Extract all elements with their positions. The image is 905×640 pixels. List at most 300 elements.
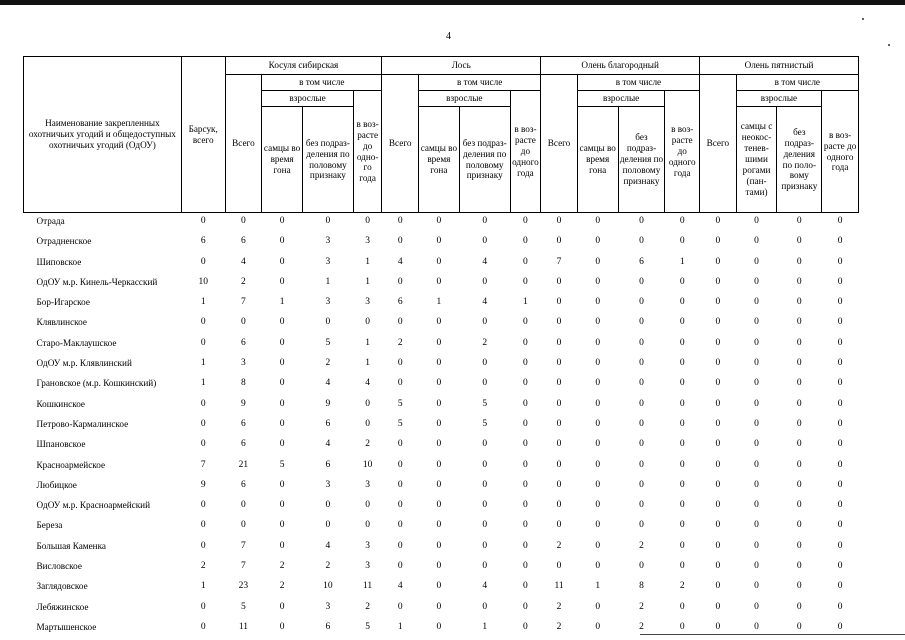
row-name: Отрадненское — [36, 236, 92, 247]
table-cell: 3 — [365, 236, 370, 247]
table-cell: 0 — [796, 317, 802, 328]
table-cell: 2 — [279, 561, 285, 572]
table-cell: 2 — [325, 358, 331, 369]
table-cell: 0 — [523, 479, 528, 490]
table-cell: 0 — [679, 418, 685, 429]
table-cell: 0 — [639, 378, 644, 389]
table-cell: 0 — [754, 358, 759, 369]
header-total: Всего — [541, 75, 578, 213]
table-cell: 0 — [796, 337, 802, 348]
table-cell: 1 — [365, 337, 370, 348]
table-cell: 0 — [523, 378, 528, 389]
table-cell: 0 — [639, 236, 644, 247]
table-cell: 0 — [397, 561, 403, 572]
row-name: Отрада — [36, 216, 65, 226]
table-cell: 0 — [482, 378, 488, 389]
table-cell: 0 — [523, 398, 528, 409]
table-cell: 0 — [715, 256, 721, 267]
table-cell: 0 — [595, 256, 601, 267]
table-cell: 0 — [523, 520, 528, 531]
table-cell: 9 — [241, 398, 246, 409]
table-cell: 0 — [715, 297, 721, 308]
row-name: Шиповское — [36, 256, 82, 267]
table-cell: 2 — [679, 581, 685, 592]
table-cell: 0 — [365, 500, 370, 511]
table-cell: 0 — [595, 358, 601, 369]
table-cell: 5 — [241, 601, 246, 612]
table-cell: 0 — [639, 337, 644, 348]
table-cell: 0 — [837, 601, 843, 612]
table-cell: 0 — [523, 500, 528, 511]
table-cell: 0 — [796, 378, 802, 389]
table-cell: 0 — [523, 439, 528, 450]
table-cell: 7 — [241, 561, 246, 572]
table-cell: 2 — [241, 276, 246, 287]
table-cell: 0 — [523, 276, 528, 287]
table-cell: 0 — [556, 378, 562, 389]
table-cell: 0 — [482, 479, 488, 490]
table-row — [24, 497, 859, 517]
table-cell: 0 — [679, 398, 685, 409]
table-cell: 0 — [639, 317, 644, 328]
table-cell: 0 — [754, 601, 759, 612]
table-cell: 0 — [639, 216, 644, 226]
table-cell: 3 — [325, 297, 331, 308]
table-row — [24, 517, 859, 537]
row-name: Шпановское — [36, 439, 86, 450]
table-cell: 0 — [279, 378, 285, 389]
table-cell: 6 — [397, 297, 403, 308]
table-cell: 0 — [837, 459, 843, 470]
table-cell: 0 — [436, 276, 442, 287]
table-cell: 0 — [754, 520, 759, 531]
table-cell: 0 — [556, 439, 562, 450]
table-cell: 0 — [200, 398, 206, 409]
header-in-total: в том числе — [577, 75, 699, 91]
table-cell: 0 — [523, 236, 528, 247]
table-cell: 0 — [397, 378, 403, 389]
table-cell: 0 — [679, 358, 685, 369]
row-name: Грановское (м.р. Кошкинский) — [36, 378, 157, 389]
table-row — [24, 314, 859, 334]
table-cell: 0 — [397, 216, 403, 226]
table-row — [24, 294, 859, 314]
table-cell: 0 — [754, 439, 759, 450]
table-cell: 1 — [200, 378, 206, 389]
table-cell: 0 — [837, 520, 843, 531]
table-cell: 0 — [397, 358, 403, 369]
table-cell: 0 — [482, 520, 488, 531]
table-cell: 0 — [796, 297, 802, 308]
table-cell: 0 — [595, 479, 601, 490]
table-cell: 0 — [595, 297, 601, 308]
row-name: Любицкое — [36, 479, 77, 490]
table-cell: 0 — [436, 256, 442, 267]
header-no-sex-division: без подразделения по половому признаку — [618, 107, 665, 213]
table-cell: 0 — [482, 601, 488, 612]
table-cell: 3 — [325, 256, 331, 267]
table-cell: 0 — [754, 317, 759, 328]
table-cell: 1 — [436, 297, 442, 308]
table-cell: 0 — [754, 236, 759, 247]
table-cell: 0 — [365, 418, 370, 429]
table-cell: 0 — [397, 236, 403, 247]
table-cell: 5 — [397, 418, 403, 429]
table-cell: 6 — [325, 621, 331, 632]
header-adults: взрослые — [419, 91, 511, 107]
table-cell: 2 — [639, 540, 644, 551]
table-cell: 0 — [715, 439, 721, 450]
table-cell: 0 — [715, 398, 721, 409]
table-cell: 6 — [241, 418, 246, 429]
table-cell: 0 — [279, 276, 285, 287]
table-cell: 0 — [556, 337, 562, 348]
table-cell: 6 — [241, 479, 246, 490]
table-cell: 6 — [200, 236, 206, 247]
table-cell: 0 — [482, 236, 488, 247]
table-cell: 0 — [279, 540, 285, 551]
header-adults: взрослые — [736, 91, 822, 107]
header-males-rut: самцы во время гона — [419, 107, 460, 213]
table-cell: 0 — [482, 561, 488, 572]
header-group-sika-deer: Олень пятнистый — [700, 57, 859, 75]
table-cell: 0 — [241, 520, 246, 531]
table-cell: 5 — [325, 337, 331, 348]
table-cell: 0 — [679, 236, 685, 247]
table-cell: 0 — [482, 540, 488, 551]
row-name: Старо-Маклаушское — [36, 337, 117, 348]
table-cell: 1 — [200, 358, 206, 369]
table-cell: 0 — [436, 398, 442, 409]
table-cell: 0 — [279, 500, 285, 511]
table-cell: 0 — [796, 418, 802, 429]
table-cell: 1 — [482, 621, 488, 632]
table-cell: 5 — [365, 621, 370, 632]
table-cell: 0 — [556, 358, 562, 369]
table-cell: 10 — [323, 581, 333, 592]
header-no-sex-division: без подразделения по половому признаку — [459, 107, 510, 213]
table-cell: 0 — [556, 418, 562, 429]
table-cell: 0 — [837, 378, 843, 389]
table-cell: 0 — [523, 459, 528, 470]
table-cell: 0 — [436, 216, 442, 226]
table-cell: 0 — [796, 540, 802, 551]
table-cell: 0 — [715, 276, 721, 287]
table-cell: 0 — [436, 621, 442, 632]
header-under-one-year: в возрасте до одного года — [510, 91, 541, 213]
table-cell: 0 — [837, 479, 843, 490]
table-row — [24, 375, 859, 395]
row-name: Бор-Игарское — [36, 297, 90, 308]
table-cell: 0 — [595, 601, 601, 612]
table-cell: 0 — [715, 378, 721, 389]
row-name: Заглядовское — [36, 581, 88, 592]
table-cell: 23 — [238, 581, 249, 592]
table-cell: 0 — [279, 601, 285, 612]
table-cell: 3 — [325, 601, 331, 612]
table-cell: 2 — [556, 540, 562, 551]
table-cell: 0 — [679, 378, 685, 389]
table-cell: 0 — [796, 358, 802, 369]
scan-speck — [888, 44, 890, 46]
table-cell: 2 — [556, 621, 562, 632]
table-cell: 0 — [595, 621, 601, 632]
table-cell: 0 — [397, 317, 403, 328]
table-cell: 0 — [796, 581, 802, 592]
table-cell: 0 — [523, 216, 528, 226]
table-cell: 0 — [715, 358, 721, 369]
header-adults: взрослые — [262, 91, 354, 107]
table-cell: 0 — [595, 439, 601, 450]
table-cell: 0 — [556, 216, 562, 226]
table-row — [24, 355, 859, 375]
header-total: Всего — [700, 75, 737, 213]
table-cell: 0 — [436, 500, 442, 511]
table-cell: 4 — [241, 256, 246, 267]
table-cell: 0 — [397, 459, 403, 470]
table-cell: 0 — [556, 500, 562, 511]
table-cell: 5 — [397, 398, 403, 409]
row-name: Клявлинское — [36, 317, 87, 328]
table-cell: 0 — [754, 276, 759, 287]
table-cell: 0 — [595, 418, 601, 429]
table-cell: 0 — [523, 317, 528, 328]
table-cell: 0 — [837, 276, 843, 287]
table-cell: 0 — [754, 256, 759, 267]
table-row — [24, 538, 859, 558]
table-cell: 0 — [595, 216, 601, 226]
table-cell: 0 — [556, 236, 562, 247]
table-cell: 4 — [325, 378, 331, 389]
table-cell: 8 — [241, 378, 246, 389]
table-cell: 1 — [200, 297, 206, 308]
table-cell: 3 — [365, 540, 370, 551]
table-cell: 0 — [595, 317, 601, 328]
table-cell: 0 — [796, 398, 802, 409]
table-cell: 0 — [436, 317, 442, 328]
table-cell: 1 — [679, 256, 685, 267]
table-cell: 0 — [715, 317, 721, 328]
table-cell: 2 — [639, 601, 644, 612]
table-cell: 0 — [556, 459, 562, 470]
table-row — [24, 396, 859, 416]
table-cell: 0 — [679, 317, 685, 328]
page-number: 4 — [446, 31, 451, 42]
table-cell: 0 — [639, 479, 644, 490]
table-cell: 0 — [482, 500, 488, 511]
table-cell: 0 — [796, 459, 802, 470]
table-cell: 0 — [279, 418, 285, 429]
table-cell: 0 — [279, 479, 285, 490]
table-cell: 0 — [796, 276, 802, 287]
table-cell: 0 — [679, 479, 685, 490]
table-cell: 0 — [397, 520, 403, 531]
table-cell: 0 — [639, 398, 644, 409]
table-cell: 7 — [241, 297, 246, 308]
table-cell: 1 — [595, 581, 601, 592]
table-row — [24, 254, 859, 274]
table-cell: 3 — [365, 297, 370, 308]
table-cell: 0 — [397, 439, 403, 450]
table-cell: 0 — [595, 236, 601, 247]
table-cell: 0 — [715, 236, 721, 247]
table-cell: 0 — [796, 479, 802, 490]
header-group-red-deer: Олень благородный — [541, 57, 700, 75]
table-cell: 0 — [325, 317, 331, 328]
table-cell: 0 — [397, 276, 403, 287]
header-males-rut: самцы во время гона — [262, 107, 303, 213]
header-males-antlers: самцы с неокостеневшими рогами (пантами) — [736, 107, 777, 213]
table-cell: 6 — [241, 439, 246, 450]
table-cell: 0 — [436, 561, 442, 572]
table-cell: 0 — [436, 358, 442, 369]
table-row — [24, 578, 859, 598]
table-cell: 0 — [796, 216, 802, 226]
table-cell: 0 — [436, 236, 442, 247]
table-cell: 0 — [837, 621, 843, 632]
table-cell: 0 — [715, 540, 721, 551]
table-cell: 0 — [837, 540, 843, 551]
table-row — [24, 416, 859, 436]
table-cell: 0 — [436, 439, 442, 450]
table-cell: 0 — [796, 439, 802, 450]
row-name: Кошкинское — [36, 398, 85, 409]
table-cell: 0 — [279, 337, 285, 348]
header-under-one-year: в возрасте до одного года — [822, 91, 859, 213]
table-cell: 0 — [482, 216, 488, 226]
table-cell: 0 — [523, 337, 528, 348]
table-cell: 0 — [679, 601, 685, 612]
table-cell: 11 — [363, 581, 373, 592]
table-cell: 0 — [397, 479, 403, 490]
table-cell: 0 — [837, 358, 843, 369]
table-cell: 2 — [200, 561, 206, 572]
table-cell: 1 — [523, 297, 528, 308]
header-in-total: в том числе — [419, 75, 541, 91]
table-cell: 7 — [241, 540, 246, 551]
table-cell: 0 — [639, 297, 644, 308]
table-cell: 0 — [200, 520, 206, 531]
table-cell: 0 — [482, 459, 488, 470]
table-cell: 8 — [639, 581, 644, 592]
table-cell: 3 — [325, 479, 331, 490]
table-row — [24, 233, 859, 253]
table-cell: 0 — [523, 358, 528, 369]
row-name: Большая Каменка — [36, 540, 106, 551]
table-cell: 0 — [200, 256, 206, 267]
table-cell: 0 — [365, 317, 370, 328]
table-row — [24, 477, 859, 497]
header-badger-column: Барсук, всего — [181, 57, 225, 213]
table-cell: 0 — [397, 540, 403, 551]
table-cell: 0 — [436, 337, 442, 348]
table-cell: 0 — [595, 276, 601, 287]
row-name: Лебяжинское — [36, 601, 89, 612]
table-cell: 0 — [482, 439, 488, 450]
table-cell: 0 — [523, 418, 528, 429]
table-cell: 10 — [362, 459, 373, 470]
table-cell: 1 — [279, 297, 285, 308]
table-cell: 0 — [595, 540, 601, 551]
table-cell: 4 — [365, 378, 370, 389]
table-cell: 0 — [436, 459, 442, 470]
table-cell: 0 — [715, 418, 721, 429]
table-cell: 10 — [198, 276, 208, 287]
table-cell: 1 — [200, 581, 206, 592]
table-cell: 0 — [796, 256, 802, 267]
table-cell: 4 — [397, 256, 403, 267]
table-cell: 21 — [238, 459, 249, 470]
table-cell: 2 — [279, 581, 285, 592]
table-cell: 0 — [754, 561, 759, 572]
header-no-sex-division: без подразделения по половому признаку — [302, 107, 353, 213]
table-row — [24, 335, 859, 355]
header-no-sex-division: без подразделения по половому признаку — [777, 107, 822, 213]
row-name: ОдОУ м.р. Кинель-Черкасский — [36, 276, 158, 287]
table-cell: 0 — [523, 581, 528, 592]
table-cell: 11 — [554, 581, 564, 592]
table-cell: 0 — [241, 317, 246, 328]
table-row — [24, 213, 859, 234]
table-cell: 0 — [715, 479, 721, 490]
table-cell: 0 — [639, 439, 644, 450]
table-cell: 0 — [796, 561, 802, 572]
table-cell: 0 — [679, 439, 685, 450]
row-name: Петрово-Кармалинское — [36, 418, 129, 429]
table-cell: 0 — [796, 621, 802, 632]
table-cell: 0 — [365, 398, 370, 409]
table-cell: 0 — [200, 418, 206, 429]
scan-speck — [862, 18, 864, 20]
table-cell: 0 — [715, 601, 721, 612]
table-cell: 0 — [837, 581, 843, 592]
table-cell: 0 — [754, 378, 759, 389]
table-cell: 0 — [679, 276, 685, 287]
table-cell: 0 — [837, 236, 843, 247]
table-cell: 0 — [325, 520, 331, 531]
table-cell: 0 — [595, 520, 601, 531]
header-total: Всего — [225, 75, 262, 213]
table-cell: 1 — [325, 276, 331, 287]
table-cell: 0 — [397, 500, 403, 511]
table-cell: 0 — [200, 601, 206, 612]
table-cell: 0 — [523, 621, 528, 632]
table-cell: 0 — [200, 337, 206, 348]
table-cell: 0 — [523, 540, 528, 551]
table-cell: 0 — [715, 216, 721, 226]
table-cell: 11 — [238, 621, 248, 632]
table-cell: 0 — [679, 297, 685, 308]
table-cell: 0 — [754, 459, 759, 470]
table-cell: 6 — [325, 418, 331, 429]
table-cell: 5 — [482, 418, 488, 429]
hunting-resources-table — [23, 56, 859, 639]
table-row — [24, 436, 859, 456]
table-cell: 0 — [679, 459, 685, 470]
table-cell: 0 — [279, 520, 285, 531]
header-in-total: в том числе — [736, 75, 858, 91]
table-cell: 0 — [679, 540, 685, 551]
table-cell: 0 — [279, 398, 285, 409]
table-cell: 0 — [397, 601, 403, 612]
table-cell: 0 — [837, 398, 843, 409]
table-cell: 0 — [595, 398, 601, 409]
table-cell: 0 — [556, 297, 562, 308]
table-cell: 0 — [715, 520, 721, 531]
table-cell: 0 — [679, 216, 685, 226]
header-total: Всего — [382, 75, 419, 213]
table-cell: 0 — [754, 500, 759, 511]
